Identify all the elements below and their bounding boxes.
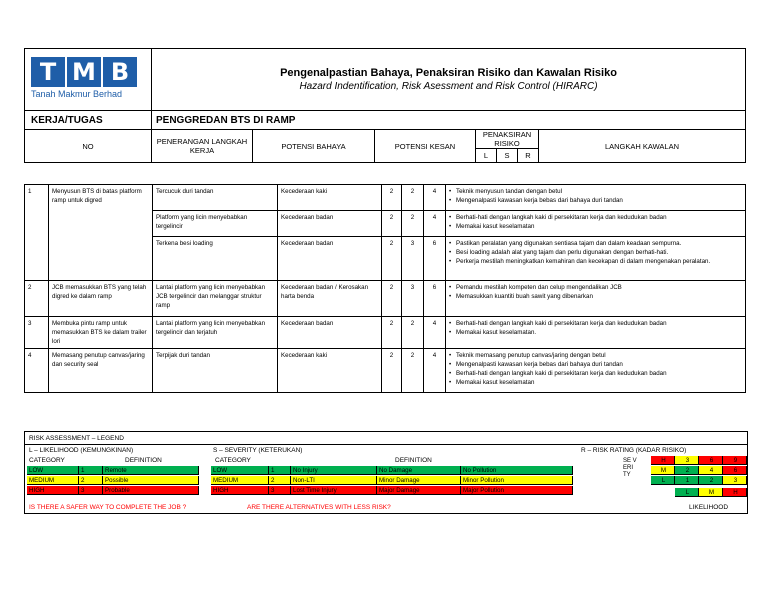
severity-number: 2 xyxy=(269,476,291,485)
col-hazard: POTENSI BAHAYA xyxy=(253,130,375,163)
rating-likelihood-level: M xyxy=(699,488,723,497)
control-item: • Memasukkan kuantiti buah sawit yang dibenarkan xyxy=(449,292,742,301)
severity-category: MEDIUM xyxy=(211,476,269,485)
row-r: 4 xyxy=(424,211,446,237)
row-controls xyxy=(446,185,746,211)
control-item: • Teknik menyusun tandan dengan betul xyxy=(449,187,742,196)
col-r: R xyxy=(518,149,539,163)
severity-asset: No Damage xyxy=(377,466,461,475)
row-effect: Kecederaan badan xyxy=(278,211,382,237)
control-item: • Berhati-hati dengan langkah kaki di persekitaran kerja dan kedudukan badan xyxy=(449,369,742,378)
likelihood-category: MEDIUM xyxy=(27,476,79,485)
col-step: PENERANGAN LANGKAH KERJA xyxy=(152,130,253,163)
control-item: • Pemandu mestilah kompeten dan celup mengendalikan JCB xyxy=(449,283,742,292)
logo-cell xyxy=(25,49,152,111)
control-item: • Memakai kasut keselamatan xyxy=(449,378,742,387)
rating-cell: 6 xyxy=(723,466,747,475)
severity-category-header: CATEGORY xyxy=(215,457,251,464)
page-subtitle: Hazard Indentification, Risk Asessment and Risk Control (HIRARC) xyxy=(299,81,598,92)
rating-cell: 4 xyxy=(699,466,723,475)
severity-number: 1 xyxy=(269,466,291,475)
rating-severity-label: SE VERI TY xyxy=(623,458,637,478)
row-hazard: Lantai platform yang licin menyebabkan tergelincir dan terjatuh xyxy=(153,317,278,349)
row-controls xyxy=(446,349,746,393)
row-effect: Kecederaan kaki xyxy=(278,185,382,211)
likelihood-definition: Possible xyxy=(103,476,199,485)
row-controls xyxy=(446,317,746,349)
row-controls xyxy=(446,281,746,317)
likelihood-category: HIGH xyxy=(27,486,79,495)
safer-way-question: IS THERE A SAFER WAY TO COMPLETE THE JOB ? xyxy=(29,504,187,511)
control-item: • Memakai kasut keselamatan. xyxy=(449,328,742,337)
row-hazard: Tercucuk duri tandan xyxy=(153,185,278,211)
table-row xyxy=(25,349,746,393)
header-table xyxy=(24,48,746,163)
rating-cell: M xyxy=(651,466,675,475)
severity-environment: Major Pollution xyxy=(461,486,573,495)
col-no: NO xyxy=(25,130,152,163)
page-title: Pengenalpastian Bahaya, Penaksiran Risiko dan Kawalan Risiko xyxy=(280,67,617,79)
control-item: • Besi loading adalah alat yang tajam dan perlu digunakan dengan berhati-hati. xyxy=(449,248,742,257)
col-effect: POTENSI KESAN xyxy=(375,130,476,163)
hazard-table xyxy=(24,184,746,393)
row-r: 6 xyxy=(424,237,446,281)
row-l: 2 xyxy=(382,317,402,349)
likelihood-number: 2 xyxy=(79,476,103,485)
table-row xyxy=(25,281,746,317)
likelihood-number: 3 xyxy=(79,486,103,495)
control-item: • Berhati-hati dengan langkah kaki di persekitaran kerja dan kedudukan badan xyxy=(449,319,742,328)
row-no: 2 xyxy=(25,281,49,317)
legend-title: RISK ASSESSMENT – LEGEND xyxy=(29,435,124,442)
rating-cell: 1 xyxy=(675,476,699,485)
company-logo xyxy=(31,57,143,101)
rating-cell: 2 xyxy=(675,466,699,475)
table-row xyxy=(25,317,746,349)
row-r: 4 xyxy=(424,317,446,349)
row-hazard: Lantai platform yang licin menyebabkan JCB tergelincir dan melanggar struktur ramp xyxy=(153,281,278,317)
task-label: KERJA/TUGAS xyxy=(25,111,152,130)
likelihood-definition: Remote xyxy=(103,466,199,475)
severity-heading: S – SEVERITY (KETERUKAN) xyxy=(213,447,303,454)
col-control: LANGKAH KAWALAN xyxy=(539,130,746,163)
logo-letter-m: M xyxy=(67,57,101,87)
row-step: JCB memasukkan BTS yang telah digred ke dalam ramp xyxy=(49,281,153,317)
rating-likelihood-level: H xyxy=(723,488,747,497)
control-item: • Pastikan peralatan yang digunakan sentiasa tajam dan dalam keadaan sempurna. xyxy=(449,239,742,248)
row-step: Membuka pintu ramp untuk memasukkan BTS ke dalam trailer lori xyxy=(49,317,153,349)
row-r: 4 xyxy=(424,349,446,393)
severity-environment: No Pollution xyxy=(461,466,573,475)
severity-people: Lost Time Injury xyxy=(291,486,377,495)
task-value: PENGGREDAN BTS DI RAMP xyxy=(152,111,746,130)
rating-cell: 3 xyxy=(723,476,747,485)
row-s: 3 xyxy=(402,237,424,281)
row-effect: Kecederaan badan / Kerosakan harta benda xyxy=(278,281,382,317)
control-item: • Berhati-hati dengan langkah kaki di persekitaran kerja dan kedudukan badan xyxy=(449,213,742,222)
risk-legend xyxy=(24,431,748,514)
col-s: S xyxy=(497,149,518,163)
row-l: 2 xyxy=(382,281,402,317)
row-s: 2 xyxy=(402,349,424,393)
severity-people: No Injury xyxy=(291,466,377,475)
col-l: L xyxy=(476,149,497,163)
likelihood-category-header: CATEGORY xyxy=(29,457,65,464)
control-item: • Teknik memasang penutup canvas/jaring dengan betul xyxy=(449,351,742,360)
row-s: 2 xyxy=(402,317,424,349)
severity-environment: Minor Pollution xyxy=(461,476,573,485)
control-item: • Memakai kasut keselamatan xyxy=(449,222,742,231)
severity-asset: Major Damage xyxy=(377,486,461,495)
rating-cell: 2 xyxy=(699,476,723,485)
control-item: • Perkerja mestilah meningkatkan kemahiran dan kecekapan di dalam mengenakan peralatan. xyxy=(449,257,742,266)
row-l: 2 xyxy=(382,349,402,393)
severity-number: 3 xyxy=(269,486,291,495)
row-hazard: Platform yang licin menyebabkan tergelincir xyxy=(153,211,278,237)
alternatives-question: ARE THERE ALTERNATIVES WITH LESS RISK? xyxy=(247,504,391,511)
row-hazard: Terpijak duri tandan xyxy=(153,349,278,393)
likelihood-category: LOW xyxy=(27,466,79,475)
row-l: 2 xyxy=(382,185,402,211)
row-effect: Kecederaan badan xyxy=(278,237,382,281)
likelihood-definition: Probable xyxy=(103,486,199,495)
rating-likelihood-level: L xyxy=(675,488,699,497)
logo-letter-b: B xyxy=(103,57,137,87)
rating-cell: 9 xyxy=(723,456,747,465)
rating-cell: L xyxy=(651,476,675,485)
row-controls xyxy=(446,237,746,281)
logo-letter-t: T xyxy=(31,57,65,87)
table-row xyxy=(25,185,746,211)
title-cell xyxy=(152,49,746,111)
row-effect: Kecederaan badan xyxy=(278,317,382,349)
rating-heading: R – RISK RATING (KADAR RISIKO) xyxy=(581,447,687,454)
row-effect: Kecederaan kaki xyxy=(278,349,382,393)
row-l: 2 xyxy=(382,211,402,237)
row-no: 4 xyxy=(25,349,49,393)
severity-category: LOW xyxy=(211,466,269,475)
row-no: 1 xyxy=(25,185,49,281)
row-r: 6 xyxy=(424,281,446,317)
row-l: 2 xyxy=(382,237,402,281)
severity-category: HIGH xyxy=(211,486,269,495)
rating-cell: 3 xyxy=(675,456,699,465)
severity-people: Non-LTI xyxy=(291,476,377,485)
rating-cell: 6 xyxy=(699,456,723,465)
likelihood-number: 1 xyxy=(79,466,103,475)
row-step: Memasang penutup canvas/jaring dan security seal xyxy=(49,349,153,393)
severity-asset: Minor Damage xyxy=(377,476,461,485)
row-controls xyxy=(446,211,746,237)
company-name: Tanah Makmur Berhad xyxy=(31,89,123,99)
control-item: • Mengenalpasti kawasan kerja bebas dari bahaya duri tandan xyxy=(449,360,742,369)
row-s: 3 xyxy=(402,281,424,317)
row-hazard: Terkena besi loading xyxy=(153,237,278,281)
likelihood-definition-header: DEFINITION xyxy=(125,457,162,464)
rating-likelihood-label: LIKELIHOOD xyxy=(689,504,729,511)
control-item: • Mengenalpasti kawasan kerja bebas dari bahaya duri tandan xyxy=(449,196,742,205)
row-r: 4 xyxy=(424,185,446,211)
likelihood-heading: L – LIKELIHOOD (KEMUNGKINAN) xyxy=(29,447,134,454)
col-risk: PENAKSIRAN RISIKO xyxy=(476,130,539,149)
row-no: 3 xyxy=(25,317,49,349)
row-s: 2 xyxy=(402,185,424,211)
rating-cell: H xyxy=(651,456,675,465)
row-step: Menyusun BTS di batas platform ramp untuk digred xyxy=(49,185,153,281)
severity-definition-header: DEFINITION xyxy=(395,457,432,464)
row-s: 2 xyxy=(402,211,424,237)
